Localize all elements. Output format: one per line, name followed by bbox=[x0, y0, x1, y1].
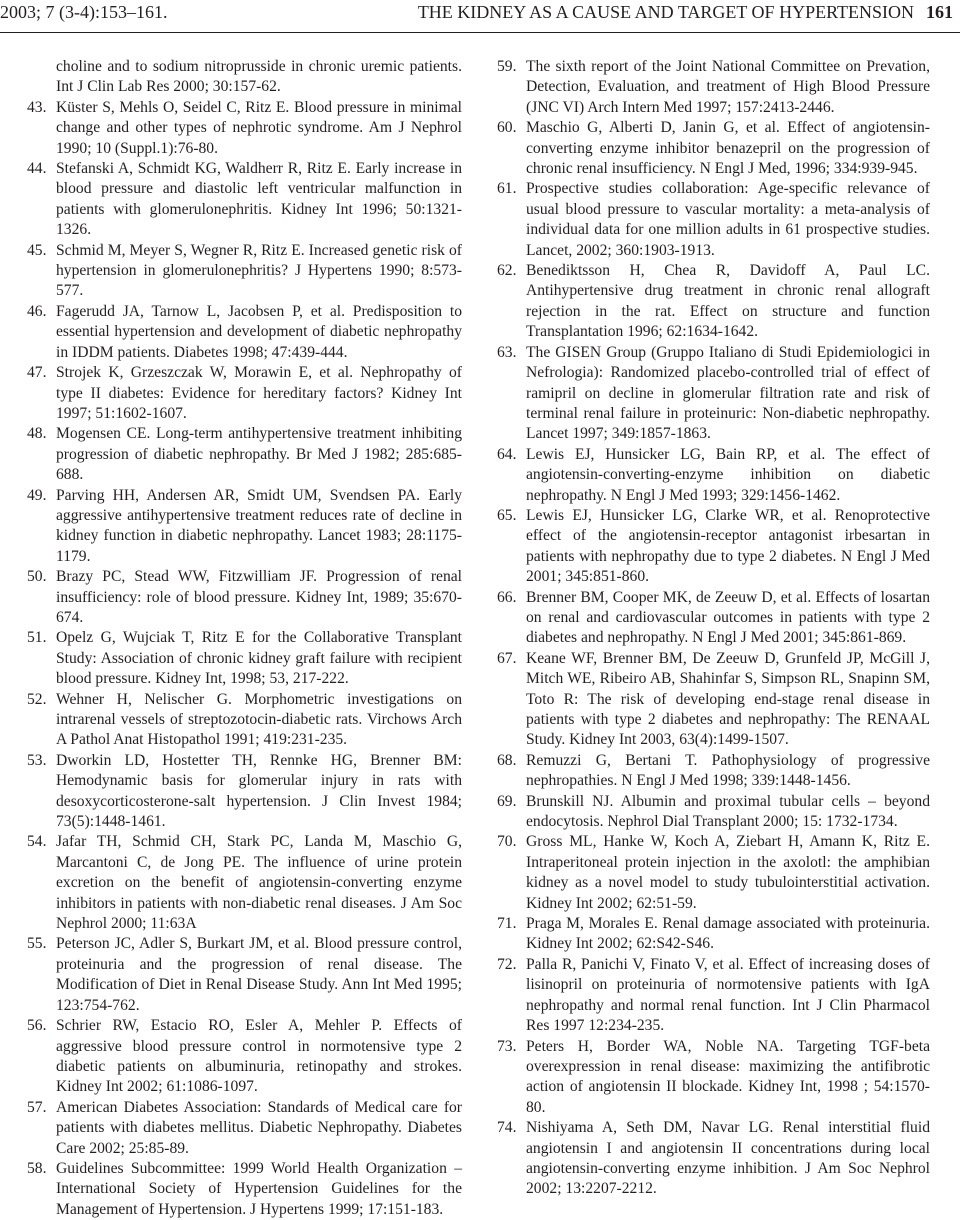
reference-item bbox=[27, 934, 462, 1016]
reference-item bbox=[27, 159, 462, 241]
reference-number: 71. bbox=[497, 915, 517, 933]
reference-item bbox=[27, 751, 462, 833]
reference-text: Schmid M, Meyer S, Wegner R, Ritz E. Increased genetic risk of hypertension in glomerulonephritis? J Hypertens 1990; 8:573-577. bbox=[56, 241, 462, 300]
reference-text: Prospective studies collaboration: Age-specific relevance of usual blood pressure to vascular mortality: a meta-analysis of individual data for one million adults in 61 prospective studies. Lancet, 2002; 360:1903-1913. bbox=[526, 180, 930, 259]
reference-number: 72. bbox=[497, 955, 517, 973]
reference-text: Maschio G, Alberti D, Janin G, et al. Effect of angiotensin-converting enzyme inhibitor benazepril on the progression of chronic renal insufficiency. N Engl J Med, 1996; 334:939-945. bbox=[526, 119, 930, 178]
reference-number: 73. bbox=[497, 1037, 517, 1055]
reference-number: 52. bbox=[27, 690, 47, 708]
reference-text: The GISEN Group (Gruppo Italiano di Studi Epidemiologici in Nefrologia): Randomized placebo-controlled trial of effect of ramipril on decline in glomerular filtration rate and risk of terminal renal failure in proteinuric: Non-diabetic nephropathy. Lancet 1997; 349:1857-1863. bbox=[526, 343, 930, 443]
reference-number: 55. bbox=[27, 935, 47, 953]
reference-text: Mogensen CE. Long-term antihypertensive treatment inhibiting progression of diabetic nephropathy. Br Med J 1982; 285:685-688. bbox=[56, 425, 462, 484]
reference-item bbox=[497, 751, 930, 792]
reference-item bbox=[497, 588, 930, 649]
reference-item bbox=[27, 1159, 462, 1220]
reference-text: Praga M, Morales E. Renal damage associated with proteinuria. Kidney Int 2002; 62:S42-S46. bbox=[526, 915, 930, 953]
reference-text: Fagerudd JA, Tarnow L, Jacobsen P, et al. Predisposition to essential hypertension and development of diabetic nephropathy in IDDM patients. Diabetes 1998; 47:439-444. bbox=[56, 302, 462, 361]
reference-item bbox=[497, 1037, 930, 1119]
reference-text: The sixth report of the Joint National Committee on Prevation, Detection, Evaluation, and treatment of High Blood Pressure (JNC VI) Arch Intern Med 1997; 157:2413-2446. bbox=[526, 58, 930, 116]
reference-text: Benediktsson H, Chea R, Davidoff A, Paul LC. Antihypertensive drug treatment in chronic renal allograft rejection in the rat. Effect on structure and function Transplantation 1996; 62:1634-1642. bbox=[526, 262, 930, 341]
reference-text: Jafar TH, Schmid CH, Stark PC, Landa M, Maschio G, Marcantoni C, de Jong PE. The influence of urine protein excretion on the benefit of angiotensin-converting enzyme inhibitors in patients with non-diabetic renal diseases. J Am Soc Nephrol 2000; 11:63A bbox=[56, 833, 462, 933]
reference-text: Wehner H, Nelischer G. Morphometric investigations on intrarenal vessels of streptozotocin-diabetic rats. Virchows Arch A Pathol Anat Histopathol 1991; 419:231-235. bbox=[56, 690, 462, 749]
reference-text: Remuzzi G, Bertani T. Pathophysiology of progressive nephropathies. N Engl J Med 1998; 339:1448-1456. bbox=[526, 751, 930, 790]
reference-number: 74. bbox=[497, 1119, 517, 1137]
reference-item bbox=[497, 445, 930, 506]
reference-item bbox=[497, 506, 930, 588]
reference-number: 66. bbox=[497, 588, 517, 606]
reference-item bbox=[27, 302, 462, 363]
reference-number: 49. bbox=[27, 486, 47, 504]
reference-number: 53. bbox=[27, 751, 47, 769]
reference-number: 48. bbox=[27, 425, 47, 443]
reference-text: Stefanski A, Schmidt KG, Waldherr R, Ritz E. Early increase in blood pressure and diastolic left ventricular malfunction in patients with glomerulonephritis. Kidney Int 1996; 50:1321-1326. bbox=[56, 160, 462, 239]
reference-item bbox=[497, 261, 930, 343]
reference-text: Peterson JC, Adler S, Burkart JM, et al. Blood pressure control, proteinuria and the progression of renal disease. The Modification of Diet in Renal Disease Study. Ann Int Med 1995; 123:754-762. bbox=[56, 935, 462, 1014]
reference-item bbox=[27, 486, 462, 568]
reference-item bbox=[27, 690, 462, 751]
reference-number: 47. bbox=[27, 364, 47, 382]
reference-item bbox=[27, 1016, 462, 1098]
reference-text: American Diabetes Association: Standards of Medical care for patients with diabetes mellitus. Diabetic Nephropathy. Diabetes Care 2002; 25:85-89. bbox=[56, 1098, 462, 1157]
reference-number: 69. bbox=[497, 792, 517, 810]
reference-item bbox=[497, 792, 930, 833]
reference-text: Dworkin LD, Hostetter TH, Rennke HG, Brenner BM: Hemodynamic basis for glomerular injury in rats with desoxycorticosterone-salt hypertension. J Clin Invest 1984; 73(5):1448-1461. bbox=[56, 751, 462, 831]
reference-number: 56. bbox=[27, 1017, 47, 1035]
reference-text: Brazy PC, Stead WW, Fitzwilliam JF. Progression of renal insufficiency: role of blood pressure. Kidney Int, 1989; 35:670-674. bbox=[56, 568, 462, 626]
reference-text: Guidelines Subcommittee: 1999 World Health Organization – International Society of Hypertension Guidelines for the Management of Hypertension. J Hypertens 1999; 17:151-183. bbox=[56, 1159, 462, 1218]
reference-number: 63. bbox=[497, 343, 517, 361]
reference-text: Gross ML, Hanke W, Koch A, Ziebart H, Amann K, Ritz E. Intraperitoneal protein injection in the axolotl: the amphibian kidney as a novel model to study tubulointerstitial activation. Kidney Int 2002; 62:51-59. bbox=[526, 833, 930, 912]
reference-item bbox=[27, 1098, 462, 1159]
running-title: THE KIDNEY AS A CAUSE AND TARGET OF HYPERTENSION bbox=[417, 2, 914, 22]
right-reference-list bbox=[497, 57, 930, 1200]
left-column bbox=[27, 57, 462, 1220]
reference-item bbox=[27, 628, 462, 689]
reference-item bbox=[497, 832, 930, 914]
reference-number: 50. bbox=[27, 568, 47, 586]
reference-item bbox=[497, 57, 930, 118]
reference-item bbox=[497, 118, 930, 179]
reference-number: 68. bbox=[497, 751, 517, 769]
reference-text: Schrier RW, Estacio RO, Esler A, Mehler P. Effects of aggressive blood pressure control in normotensive type 2 diabetic patients on albuminuria, retinopathy and strokes. Kidney Int 2002; 61:1086-1097. bbox=[56, 1017, 462, 1096]
running-header bbox=[0, 0, 960, 34]
reference-number: 62. bbox=[497, 262, 517, 280]
left-reference-list bbox=[27, 98, 462, 1220]
reference-text: Nishiyama A, Seth DM, Navar LG. Renal interstitial fluid angiotensin I and angiotensin II concentrations during local angiotensin-converting enzyme inhibition. J Am Soc Nephrol 2002; 13:2207-2212. bbox=[526, 1119, 930, 1198]
reference-item bbox=[497, 649, 930, 751]
reference-item bbox=[27, 363, 462, 424]
reference-number: 70. bbox=[497, 833, 517, 851]
reference-number: 58. bbox=[27, 1159, 47, 1177]
reference-text: Peters H, Border WA, Noble NA. Targeting TGF-beta overexpression in renal disease: maximizing the antifibrotic action of angiotensin II blockade. Kidney Int, 1998 ; 54:1570-80. bbox=[526, 1037, 930, 1116]
reference-text: Opelz G, Wujciak T, Ritz E for the Collaborative Transplant Study: Association of chronic kidney graft failure with recipient blood pressure. Kidney Int, 1998; 53, 217-222. bbox=[56, 629, 462, 688]
reference-text: Palla R, Panichi V, Finato V, et al. Effect of increasing doses of lisinopril on proteinuria of normotensive patients with IgA nephropathy and normal renal function. Int J Clin Pharmacol Res 1997 12:234-235. bbox=[526, 955, 930, 1035]
reference-item bbox=[27, 567, 462, 628]
reference-continuation: choline and to sodium nitroprusside in chronic uremic patients. Int J Clin Lab Res 2000; 30:157-62. bbox=[56, 58, 462, 96]
reference-text: Lewis EJ, Hunsicker LG, Clarke WR, et al. Renoprotective effect of the angiotensin-receptor antagonist irbesartan in patients with nephropathy due to type 2 diabetes. N Engl J Med 2001; 345:851-860. bbox=[526, 506, 930, 586]
reference-number: 67. bbox=[497, 649, 517, 667]
reference-text: Lewis EJ, Hunsicker LG, Bain RP, et al. The effect of angiotensin-converting-enzyme inhibition on diabetic nephropathy. N Engl J Med 1993; 329:1456-1462. bbox=[526, 445, 930, 504]
reference-item bbox=[27, 241, 462, 302]
reference-text: Küster S, Mehls O, Seidel C, Ritz E. Blood pressure in minimal change and other types of nephrotic syndrome. Am J Nephrol 1990; 10 (Suppl.1):76-80. bbox=[56, 98, 462, 157]
reference-item bbox=[27, 832, 462, 934]
reference-number: 65. bbox=[497, 506, 517, 524]
reference-item bbox=[497, 343, 930, 445]
page-number: 161 bbox=[926, 2, 953, 22]
reference-text: Parving HH, Andersen AR, Smidt UM, Svendsen PA. Early aggressive antihypertensive treatment reduces rate of decline in kidney function in diabetic nephropathy. Lancet 1983; 28:1175-1179. bbox=[56, 486, 462, 565]
reference-item bbox=[27, 98, 462, 159]
reference-text: Strojek K, Grzeszczak W, Morawin E, et al. Nephropathy of type II diabetes: Evidence for hereditary factors? Kidney Int 1997; 51:1602-1607. bbox=[56, 364, 462, 422]
reference-number: 54. bbox=[27, 833, 47, 851]
reference-text: Brunskill NJ. Albumin and proximal tubular cells – beyond endocytosis. Nephrol Dial Transplant 2000; 15: 1732-1734. bbox=[526, 792, 930, 831]
reference-item bbox=[497, 955, 930, 1037]
reference-number: 57. bbox=[27, 1098, 47, 1116]
right-column bbox=[497, 57, 930, 1200]
reference-number: 51. bbox=[27, 629, 47, 647]
journal-citation: 2003; 7 (3-4):153–161. bbox=[0, 2, 168, 22]
reference-number: 45. bbox=[27, 241, 47, 259]
reference-text: Keane WF, Brenner BM, De Zeeuw D, Grunfeld JP, McGill J, Mitch WE, Ribeiro AB, Shahinfar S, Simpson RL, Snapinn SM, Toto R: The risk of developing end-stage renal disease in patients with type 2 diabetes and nephropathy: The RENAAL Study. Kidney Int 2003, 63(4):1499-1507. bbox=[526, 649, 930, 749]
reference-item bbox=[497, 914, 930, 955]
running-title-block bbox=[418, 1, 953, 23]
header-rule bbox=[0, 32, 960, 33]
reference-text: Brenner BM, Cooper MK, de Zeeuw D, et al. Effects of losartan on renal and cardiovascular outcomes in patients with type 2 diabetes and nephropathy. N Engl J Med 2001; 345:861-869. bbox=[526, 588, 930, 647]
reference-item bbox=[497, 1118, 930, 1200]
reference-item bbox=[497, 179, 930, 261]
reference-number: 46. bbox=[27, 302, 47, 320]
reference-number: 60. bbox=[497, 119, 517, 137]
reference-item bbox=[27, 424, 462, 485]
reference-number: 44. bbox=[27, 160, 47, 178]
reference-number: 64. bbox=[497, 445, 517, 463]
reference-number: 61. bbox=[497, 180, 517, 198]
reference-number: 43. bbox=[27, 98, 47, 116]
reference-number: 59. bbox=[497, 58, 517, 75]
